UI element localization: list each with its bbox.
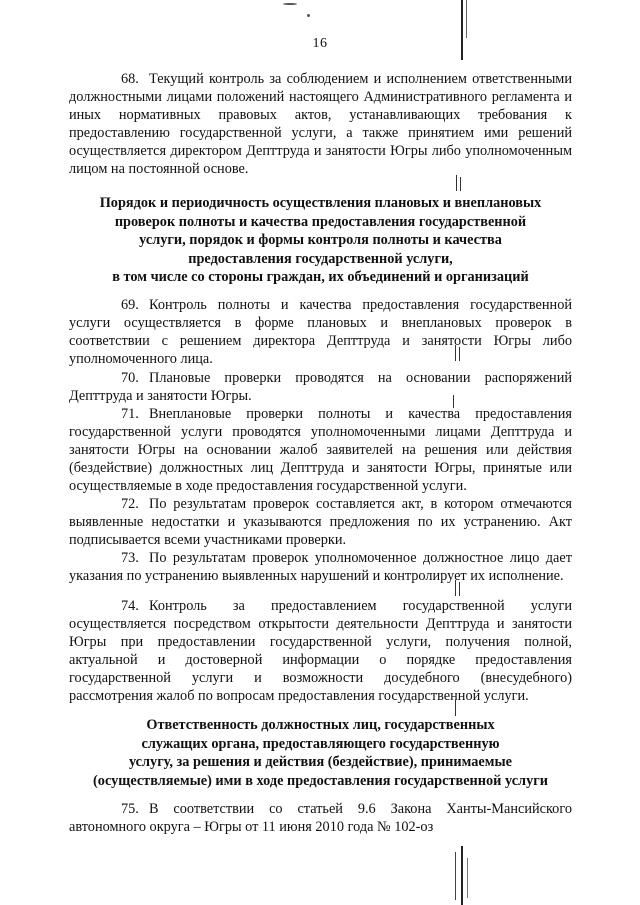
scan-artifact-tick [460, 177, 461, 191]
paragraph-number: 73 . [121, 549, 149, 567]
heading-line: служащих органа, предоставляющего государственную [141, 735, 500, 752]
heading-line: проверок полноты и качества предоставления государственной [114, 213, 527, 230]
paragraph-text: По результатам проверок уполномоченное должностное лицо дает указания по устранению выявленных нарушений и контролирует их исполнение. [69, 550, 572, 584]
paragraph-number: 71 . [121, 405, 149, 423]
paragraph-number: 75 . [121, 800, 149, 818]
page-number: 16 [312, 36, 328, 51]
heading-line: (осуществляемые) ими в ходе предоставления государственной услуги [93, 772, 548, 789]
paragraph-number: 72 . [121, 495, 149, 513]
heading-line: Ответственность должностных лиц, государственных [146, 717, 495, 733]
paragraph-69 [69, 296, 572, 368]
section-heading-responsibility [69, 716, 572, 790]
scan-artifact-line [467, 858, 468, 898]
paragraph-74 [69, 597, 572, 705]
heading-line: Порядок и периодичность осуществления плановых и внеплановых [99, 195, 542, 211]
heading-line: услуги, порядок и формы контроля полноты и качества [139, 232, 502, 248]
paragraph-text: По результатам проверок составляется акт, в котором отмечаются выявленные недостатки и указываются предложения по их устранению. Акт подписывается всеми участниками проверки. [69, 496, 572, 548]
paragraph-71 [69, 405, 572, 495]
section-heading-control [69, 194, 572, 287]
paragraph-number: 69 . [121, 296, 149, 314]
paragraph-number: 68 . [121, 70, 149, 88]
paragraph-number: 74 . [121, 597, 149, 615]
scan-artifact-speck [283, 3, 297, 5]
paragraph-number: 70 . [121, 369, 149, 387]
scan-artifact-speck [307, 14, 310, 17]
scan-artifact-line [455, 852, 456, 900]
paragraph-text: Контроль за предоставлением государственной услуги осуществляется посредством открытости деятельности Депттруда и занятости Югры при предоставлении государственной услуги, получения полной, актуальной и достоверной информации о порядке предоставления государственной услуги и возможности досудебного (внесудебного) рассмотрения жалоб по вопросам предоставления государственной услуги. [69, 598, 572, 704]
paragraph-70 [69, 369, 572, 405]
paragraph-75 [69, 800, 572, 836]
paragraph-68 [69, 70, 572, 178]
scan-artifact-line [461, 846, 463, 905]
scan-artifact-line [466, 0, 467, 38]
heading-line: в том числе со стороны граждан, их объединений и организаций [112, 269, 529, 285]
paragraph-text: Текущий контроль за соблюдением и исполнением ответственными должностными лицами положений настоящего Административного регламента и иных нормативных правовых актов, устанавливающих требования к предоставлению государственной услуги, а также принятием ими решений осуществляется директором Депттруда и занятости Югры либо уполномоченным лицом на постоянной основе. [69, 71, 572, 177]
heading-line: услугу, за решения и действия (бездействие), принимаемые [128, 754, 513, 770]
paragraph-text: Контроль полноты и качества предоставления государственной услуги осуществляется в форме плановых и внеплановых проверок в соответствии с решением директора Депттруда и занятости Югры либо уполномоченного лица. [69, 297, 572, 367]
paragraph-text: Плановые проверки проводятся на основании распоряжений Депттруда и занятости Югры. [69, 370, 572, 404]
paragraph-text: Внеплановые проверки полноты и качества предоставления государственной услуги проводятся уполномоченными лицами Депттруда и занятости Югры на основании жалоб заявителей на решения или действия (бездействие) должностных лиц Депттруда и занятости Югры, принятые или осуществляемые в ходе предоставления государственной услуги. [69, 406, 572, 494]
paragraph-72 [69, 495, 572, 549]
heading-line: предоставления государственной услуги, [188, 250, 453, 267]
paragraph-73 [69, 549, 572, 585]
paragraph-text: В соответствии со статьей 9.6 Закона Ханты-Мансийского автономного округа – Югры от 11 июня 2010 года № 102-оз [69, 801, 572, 835]
